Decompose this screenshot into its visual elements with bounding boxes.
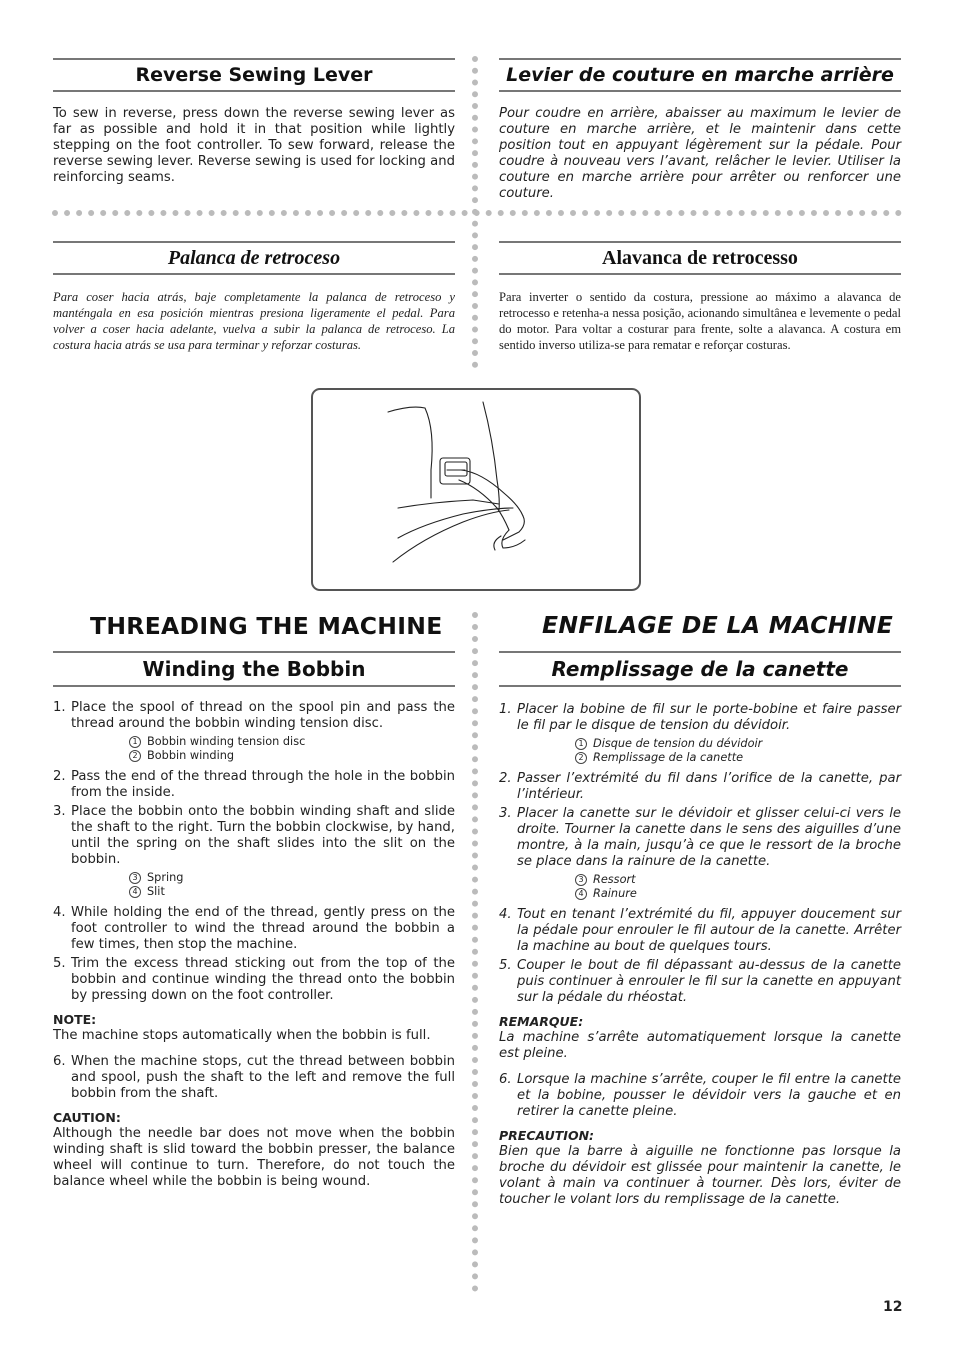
winding-heading-fr-text: Remplissage de la canette [551, 657, 849, 681]
winding-heading-fr [499, 651, 901, 687]
vertical-divider-top [472, 56, 478, 368]
callout-marker-2-fr: 2 [575, 752, 587, 764]
step-3-fr: 3. Placer la canette sur le dévidoir et glisser celui-ci vers le droite. Tourner la canette dans le sens des aiguilles d’une montre, à la main, jusqu’à ce que le ressort de la broche se place dans la rainure de la canette. [499, 806, 901, 869]
step-3-en: 3. Place the bobbin onto the bobbin winding shaft and slide the shaft to the right. Turn the bobbin clockwise, by hand, until the spring on the shaft slides into the slit on the bobbin. [53, 804, 455, 867]
threading-title-en: THREADING THE MACHINE [90, 612, 443, 640]
callouts-3-4-en: 3 Spring 4 Slit [53, 871, 455, 899]
step-1-en: 1. Place the spool of thread on the spool pin and pass the thread around the bobbin winding tension disc. [53, 700, 455, 731]
reverse-heading-es-text: Palanca de retroceso [167, 246, 341, 269]
vertical-divider-bottom [472, 612, 478, 1292]
callout-marker-4: 4 [129, 886, 141, 898]
note-text-fr: La machine s’arrête automatiquement lorsque la canette est pleine. [499, 1030, 901, 1061]
winding-steps-en [53, 700, 455, 1190]
step-4-fr: 4. Tout en tenant l’extrémité du fil, appuyer doucement sur la pédale pour enrouler le fil autour de la canette. Arrêter la machine au bout de quelques tours. [499, 907, 901, 954]
step-2-fr: 2. Passer l’extrémité du fil dans l’orifice de la canette, par l’intérieur. [499, 771, 901, 802]
callouts-1-2-fr: 1 Disque de tension du dévidoir 2 Remplissage de la canette [499, 737, 901, 765]
reverse-lever-illustration [311, 388, 641, 591]
callouts-3-4-fr: 3 Ressort 4 Rainure [499, 873, 901, 901]
note-label-en: NOTE: [53, 1012, 97, 1027]
reverse-body-fr: Pour coudre en arrière, abaisser au maximum le levier de couture en marche arrière, et le maintenir dans cette position tout en appuyant légèrement sur la pédale. Pour coudre à nouveau vers l’avant, relâcher le levier. Utiliser la couture en marche arrière pour arrêter ou renforcer une couture. [499, 106, 901, 201]
caution-label-en: CAUTION: [53, 1110, 121, 1125]
note-label-fr: REMARQUE: [499, 1014, 584, 1029]
callouts-1-2-en: 1 Bobbin winding tension disc 2 Bobbin winding [53, 735, 455, 763]
caution-text-en: Although the needle bar does not move when the bobbin winding shaft is slid toward the bobbin presser, the balance wheel will continue to turn. Therefore, do not touch the balance wheel while the bobbin is being wound. [53, 1126, 455, 1189]
hand-pressing-lever-drawing [313, 390, 639, 589]
step-6-en: 6. When the machine stops, cut the thread between bobbin and spool, push the shaft to the left and remove the full bobbin from the shaft. [53, 1054, 455, 1101]
reverse-body-en: To sew in reverse, press down the reverse sewing lever as far as possible and hold it in that position while lightly stepping on the foot controller. To sew forward, release the reverse sewing lever. Reverse sewing is used for locking and reinforcing seams. [53, 106, 455, 185]
callout-marker-3: 3 [129, 872, 141, 884]
reverse-heading-fr-text: Levier de couture en marche arrière [506, 64, 894, 86]
page-number: 12 [883, 1299, 903, 1315]
caution-label-fr: PRECAUTION: [499, 1128, 595, 1143]
reverse-heading-fr [499, 58, 901, 92]
callout-marker-3-fr: 3 [575, 874, 587, 886]
reverse-heading-pt [499, 241, 901, 275]
note-text-en: The machine stops automatically when the bobbin is full. [53, 1028, 431, 1043]
reverse-heading-pt-text: Alavanca de retrocesso [602, 246, 798, 269]
caution-text-fr: Bien que la barre à aiguille ne fonctionne pas lorsque la broche du dévidoir est glissée pour maintenir la canette, le volant à main va continuer à tourner. Dès lors, éviter de toucher le volant lors du remplissage de la canette. [499, 1144, 901, 1207]
callout-marker-4-fr: 4 [575, 888, 587, 900]
reverse-heading-es [53, 241, 455, 275]
callout-marker-2: 2 [129, 750, 141, 762]
step-2-en: 2. Pass the end of the thread through the hole in the bobbin from the inside. [53, 769, 455, 800]
threading-title-fr: ENFILAGE DE LA MACHINE [542, 611, 894, 639]
step-5-fr: 5. Couper le bout de fil dépassant au-dessus de la canette puis continuer à enrouler le fil sur la canette en appuyant sur la pédale du rhéostat. [499, 958, 901, 1005]
step-1-fr: 1. Placer la bobine de fil sur le porte-bobine et faire passer le fil par le disque de tension du dévidoir. [499, 702, 901, 733]
winding-heading-en-text: Winding the Bobbin [142, 657, 366, 681]
reverse-heading-en [53, 58, 455, 92]
reverse-body-es: Para coser hacia atrás, baje completamente la palanca de retroceso y manténgala en esa posición mientras presiona ligeramente el pedal. Para volver a coser hacia adelante, vuelva a subir la palanca de retroceso. La costura hacia atrás se usa para terminar y reforzar costuras. [53, 290, 455, 352]
callout-marker-1: 1 [129, 736, 141, 748]
step-4-en: 4. While holding the end of the thread, gently press on the foot controller to wind the thread around the bobbin a few times, then stop the machine. [53, 905, 455, 952]
callout-marker-1-fr: 1 [575, 738, 587, 750]
step-6-fr: 6. Lorsque la machine s’arrête, couper le fil entre la canette et la bobine, pousser le dévidoir vers la gauche et en retirer la canette pleine. [499, 1072, 901, 1119]
reverse-heading-en-text: Reverse Sewing Lever [135, 64, 373, 86]
step-5-en: 5. Trim the excess thread sticking out from the top of the bobbin and continue winding the thread onto the bobbin by pressing down on the foot controller. [53, 956, 455, 1003]
winding-heading-en [53, 651, 455, 687]
reverse-body-pt: Para inverter o sentido da costura, pressione ao máximo a alavanca de retrocesso e retenha-a nessa posição, acionando simultânea e levemente o pedal do motor. Para voltar a costurar para frente, solte a alavanca. A costura em sentido inverso utiliza-se para rematar e reforçar costuras. [499, 290, 901, 352]
winding-steps-fr [499, 702, 901, 1208]
